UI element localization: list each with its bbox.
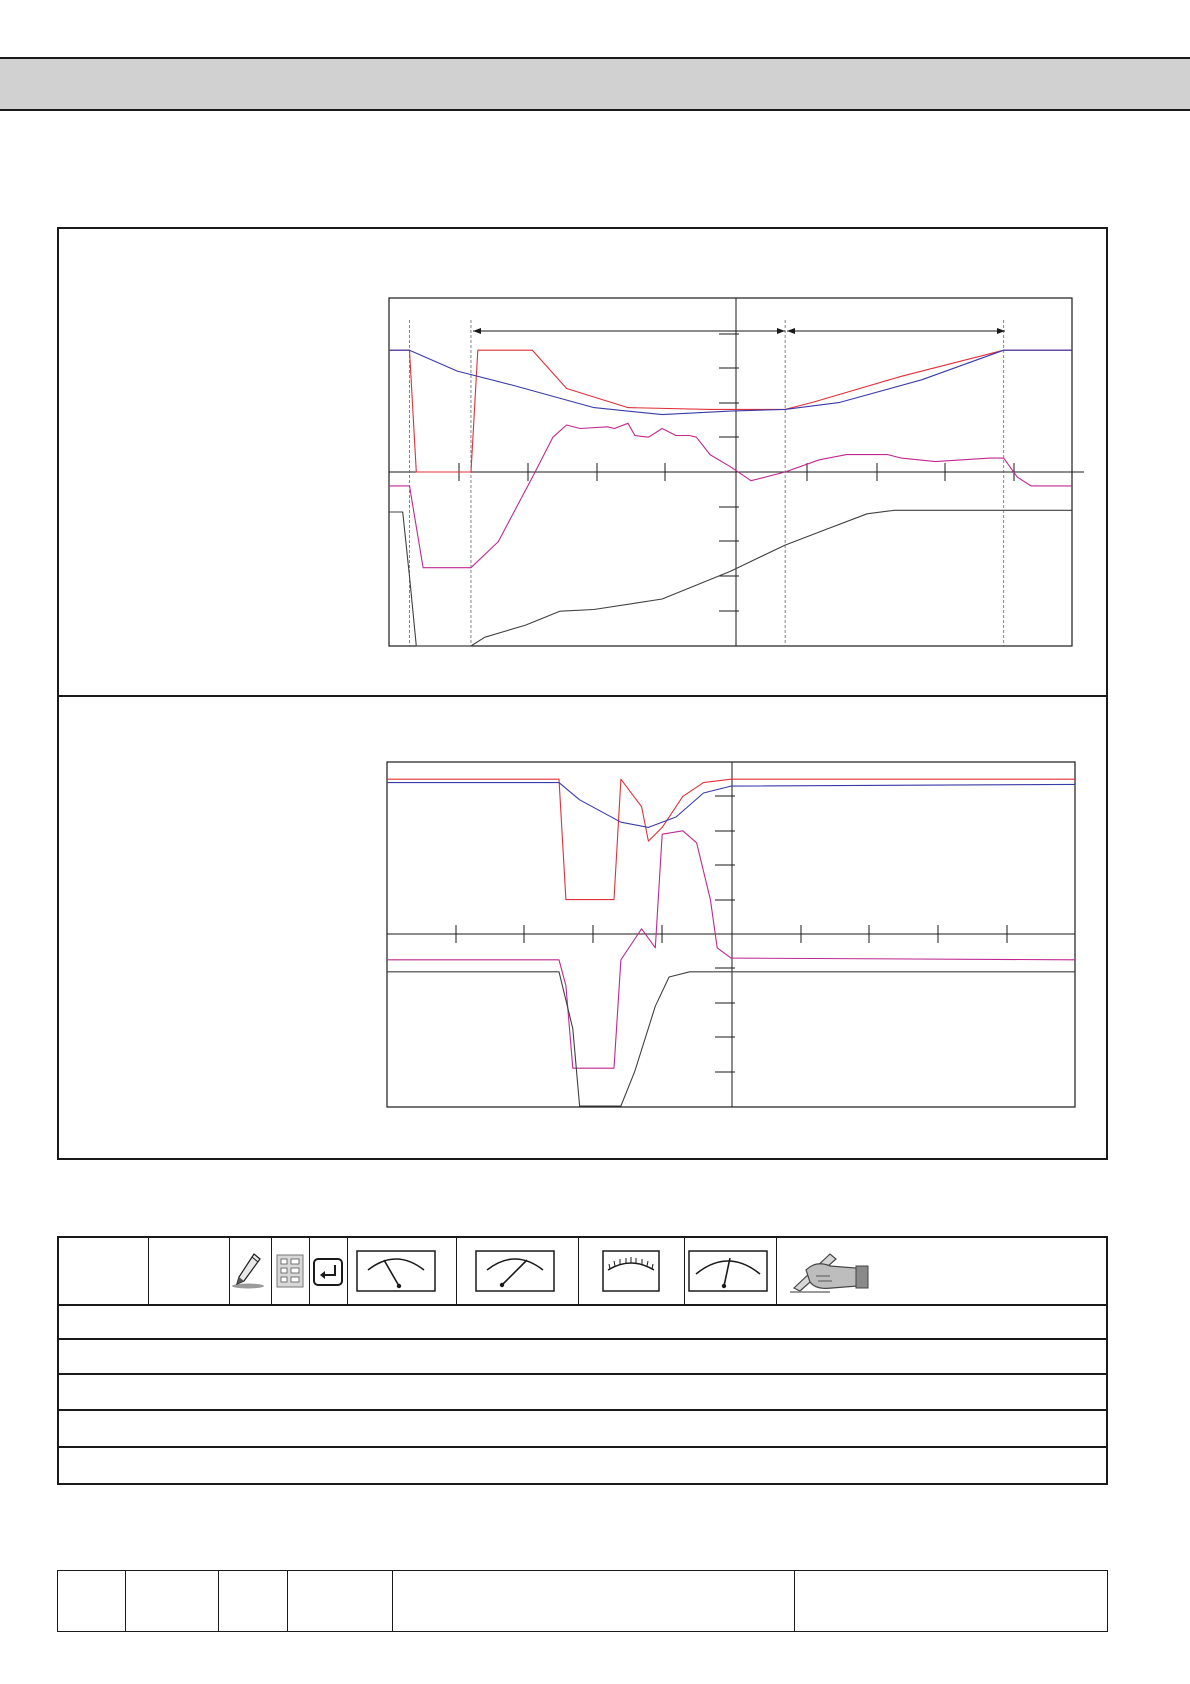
pencil-icon xyxy=(230,1250,268,1290)
series-line-2 xyxy=(387,783,1075,828)
enter-key-icon xyxy=(311,1256,345,1288)
header-band xyxy=(0,57,1190,111)
series-line-3 xyxy=(387,831,1075,1068)
interval-arrow-2-left-head xyxy=(787,328,795,334)
writing-hand-icon xyxy=(786,1248,872,1294)
footer-col-divider-2 xyxy=(218,1570,219,1632)
legend-row-divider-4 xyxy=(57,1409,1108,1411)
footer-col-divider-1 xyxy=(125,1570,126,1632)
footer-col-divider-5 xyxy=(794,1570,795,1632)
legend-col-divider-5 xyxy=(347,1236,348,1304)
series-line-4 xyxy=(387,972,1075,1106)
series-line-1 xyxy=(387,779,1075,899)
legend-row-divider-3 xyxy=(57,1373,1108,1375)
legend-row-divider-1 xyxy=(57,1304,1108,1306)
chart-top xyxy=(389,298,1072,646)
footer-col-divider-4 xyxy=(392,1570,393,1632)
series-line-2 xyxy=(389,350,1072,414)
legend-col-divider-9 xyxy=(776,1236,777,1304)
legend-col-divider-4 xyxy=(309,1236,310,1304)
footer-table xyxy=(57,1570,1108,1632)
legend-row-divider-2 xyxy=(57,1338,1108,1340)
checklist-icon xyxy=(273,1252,307,1290)
interval-arrow-1-left-head xyxy=(473,328,481,334)
charts-divider xyxy=(57,695,1108,697)
legend-row-divider-5 xyxy=(57,1446,1108,1448)
legend-col-divider-3 xyxy=(271,1236,272,1304)
chart-bottom xyxy=(387,762,1075,1107)
legend-col-divider-7 xyxy=(578,1236,579,1304)
series-line-3 xyxy=(389,423,1072,567)
footer-col-divider-3 xyxy=(287,1570,288,1632)
legend-col-divider-6 xyxy=(456,1236,457,1304)
gauge-right-icon xyxy=(475,1250,555,1292)
interval-arrow-1-right-head xyxy=(777,328,785,334)
interval-arrow-2-right-head xyxy=(997,328,1005,334)
gauge-center-icon xyxy=(688,1250,768,1292)
legend-col-divider-1 xyxy=(148,1236,149,1304)
gauge-left-icon xyxy=(356,1250,436,1292)
legend-col-divider-8 xyxy=(684,1236,685,1304)
series-line-4 xyxy=(389,510,1072,646)
scale-dial-icon xyxy=(602,1250,660,1292)
